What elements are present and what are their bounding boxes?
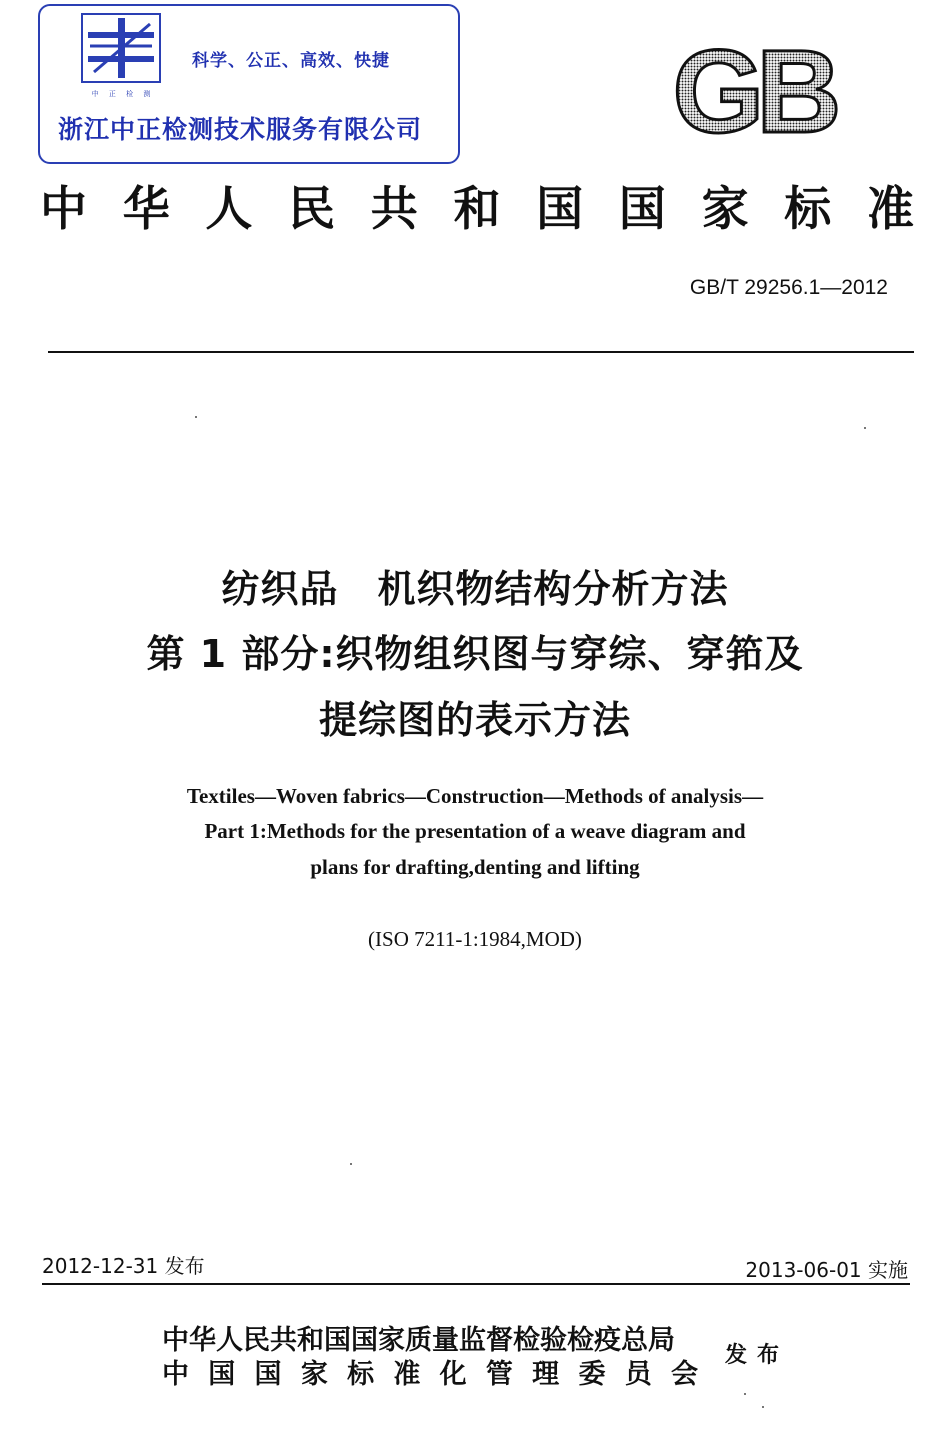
title-en-line2: Part 1:Methods for the presentation of a weave diagram and	[204, 819, 746, 843]
footer-divider	[42, 1283, 910, 1285]
scan-speck	[350, 1163, 352, 1165]
issue-date: 2012-12-31 发布	[42, 1254, 205, 1278]
stamp-mini-label: 中 正 检 测	[91, 90, 155, 98]
issuing-org-2: 中国国家标准化管理委员会	[162, 1359, 698, 1390]
national-standard-title: 中华人民共和国国家标准	[40, 182, 916, 237]
title-en-line1: Textiles—Woven fabrics—Construction—Methods of analysis—	[186, 784, 764, 808]
header-divider	[48, 351, 914, 353]
iso-reference: (ISO 7211-1:1984,MOD)	[368, 927, 582, 951]
standard-number: GB/T 29256.1—2012	[689, 276, 888, 299]
issuing-org-1: 中华人民共和国国家质量监督检验检疫总局	[162, 1325, 675, 1356]
scan-speck	[864, 427, 866, 429]
implementation-date: 2013-06-01 实施	[745, 1258, 908, 1282]
scan-speck	[762, 1406, 764, 1408]
scan-speck	[195, 416, 197, 418]
title-en-line3: plans for drafting,denting and lifting	[310, 855, 640, 879]
stamp-motto: 科学、公正、高效、快捷	[192, 51, 390, 71]
title-cn-line3: 提综图的表示方法	[318, 698, 631, 742]
title-cn-line2: 第 1 部分:织物组织图与穿综、穿筘及	[146, 632, 804, 676]
title-cn-line1: 纺织品 机织物结构分析方法	[221, 567, 729, 611]
gb-logo-text: GB	[672, 32, 834, 144]
publish-label: 发布	[725, 1343, 790, 1368]
stamp-logo-icon	[80, 12, 162, 84]
stamp-company-name: 浙江中正检测技术服务有限公司	[58, 115, 423, 144]
scan-speck	[744, 1393, 746, 1395]
gb-logo	[648, 32, 858, 144]
